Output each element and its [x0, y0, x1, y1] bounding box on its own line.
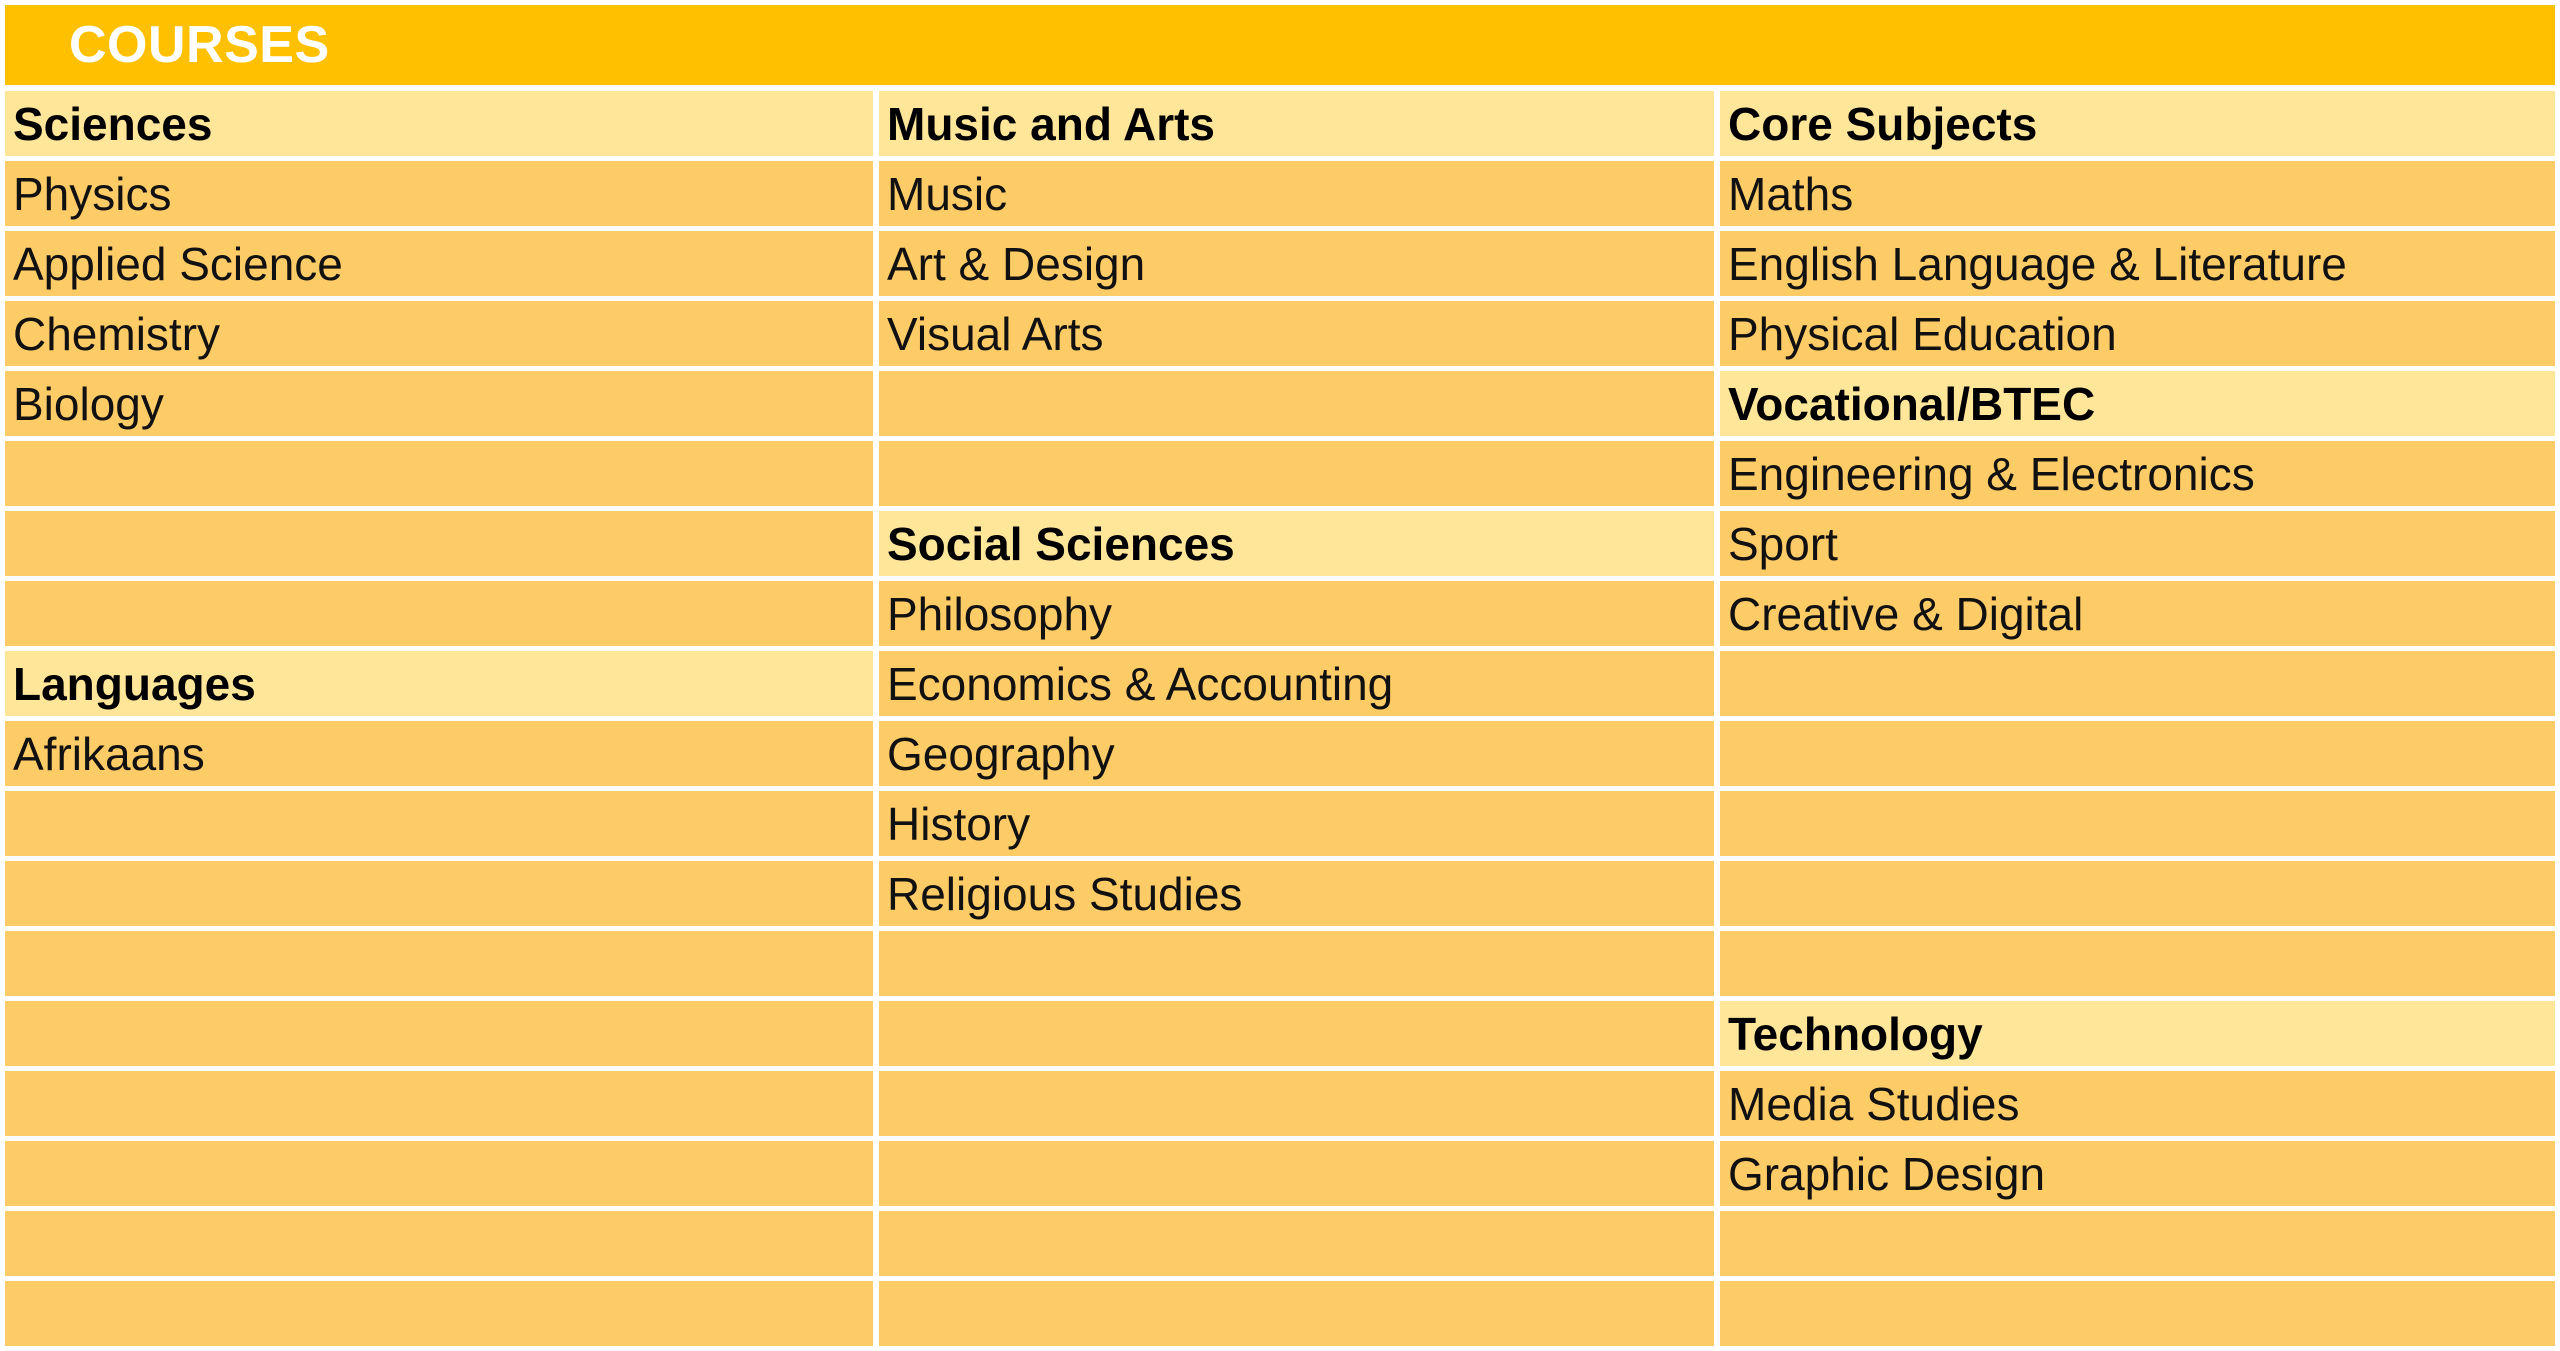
course-cell[interactable] — [1720, 931, 2555, 996]
course-cell[interactable] — [1720, 651, 2555, 716]
course-cell[interactable] — [5, 1071, 873, 1136]
course-cell[interactable] — [5, 931, 873, 996]
category-header-cell[interactable]: Technology — [1720, 1001, 2555, 1066]
category-header-cell[interactable]: Vocational/BTEC — [1720, 371, 2555, 436]
course-cell[interactable]: Creative & Digital — [1720, 581, 2555, 646]
course-cell[interactable] — [879, 1001, 1714, 1066]
course-cell[interactable]: Graphic Design — [1720, 1141, 2555, 1206]
sheet-title: COURSES — [69, 16, 330, 74]
course-cell[interactable] — [879, 441, 1714, 506]
course-cell[interactable] — [5, 1001, 873, 1066]
course-cell[interactable]: Sport — [1720, 511, 2555, 576]
course-cell[interactable] — [5, 791, 873, 856]
course-cell[interactable]: Media Studies — [1720, 1071, 2555, 1136]
course-cell[interactable]: Applied Science — [5, 231, 873, 296]
course-cell[interactable] — [879, 1141, 1714, 1206]
course-cell[interactable]: Philosophy — [879, 581, 1714, 646]
course-cell[interactable]: Physics — [5, 161, 873, 226]
course-cell[interactable] — [1720, 791, 2555, 856]
course-cell[interactable] — [5, 1141, 873, 1206]
courses-table — [5, 91, 2555, 1346]
course-cell[interactable]: Economics & Accounting — [879, 651, 1714, 716]
category-header-cell[interactable]: Core Subjects — [1720, 91, 2555, 156]
course-cell[interactable] — [5, 441, 873, 506]
course-cell[interactable]: Engineering & Electronics — [1720, 441, 2555, 506]
course-cell[interactable] — [5, 581, 873, 646]
course-cell[interactable]: Afrikaans — [5, 721, 873, 786]
course-cell[interactable] — [5, 1281, 873, 1346]
course-cell[interactable] — [1720, 1211, 2555, 1276]
course-cell[interactable]: Religious Studies — [879, 861, 1714, 926]
course-cell[interactable] — [879, 931, 1714, 996]
category-header-cell[interactable]: Social Sciences — [879, 511, 1714, 576]
category-header-cell[interactable]: Music and Arts — [879, 91, 1714, 156]
title-bar — [5, 5, 2555, 85]
course-cell[interactable] — [1720, 861, 2555, 926]
course-cell[interactable] — [1720, 721, 2555, 786]
course-cell[interactable]: Geography — [879, 721, 1714, 786]
course-cell[interactable] — [879, 1281, 1714, 1346]
course-cell[interactable]: English Language & Literature — [1720, 231, 2555, 296]
category-header-cell[interactable]: Sciences — [5, 91, 873, 156]
course-cell[interactable] — [5, 1211, 873, 1276]
course-cell[interactable]: History — [879, 791, 1714, 856]
course-cell[interactable]: Biology — [5, 371, 873, 436]
course-cell[interactable] — [879, 1071, 1714, 1136]
course-cell[interactable]: Music — [879, 161, 1714, 226]
course-cell[interactable] — [1720, 1281, 2555, 1346]
course-cell[interactable]: Visual Arts — [879, 301, 1714, 366]
courses-sheet — [5, 5, 2555, 1346]
course-cell[interactable] — [879, 371, 1714, 436]
course-cell[interactable]: Chemistry — [5, 301, 873, 366]
course-cell[interactable]: Art & Design — [879, 231, 1714, 296]
course-cell[interactable] — [5, 861, 873, 926]
course-cell[interactable]: Maths — [1720, 161, 2555, 226]
course-cell[interactable]: Physical Education — [1720, 301, 2555, 366]
course-cell[interactable] — [5, 511, 873, 576]
category-header-cell[interactable]: Languages — [5, 651, 873, 716]
course-cell[interactable] — [879, 1211, 1714, 1276]
